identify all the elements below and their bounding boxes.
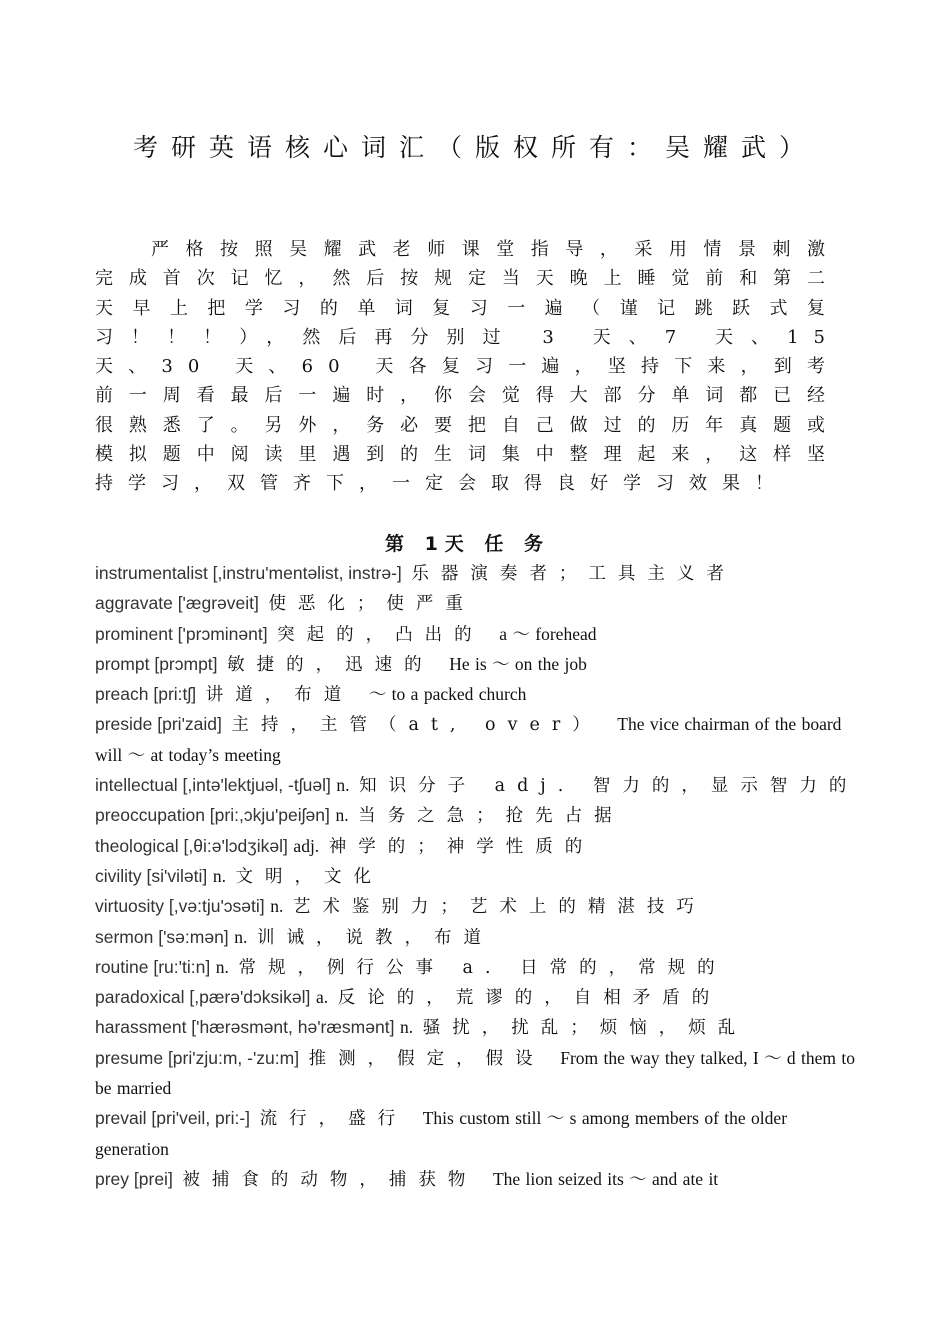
vocab-meaning: 使恶化；使严重 [268,594,475,615]
vocab-meaning: 当务之急；抢先占据 [358,806,624,827]
vocab-part-of-speech: n. [212,865,226,886]
vocab-entry [95,953,860,983]
vocab-meaning: 训诫，说教，布道 [256,927,493,948]
vocab-entry [95,801,860,831]
vocab-headword: paradoxical [,pærə'dɔksikəl] [95,987,311,1008]
vocab-part-of-speech: n. [215,956,229,977]
vocab-part-of-speech: n. [400,1017,414,1038]
vocab-entry [95,589,860,619]
vocab-headword: prey [prei] [95,1168,173,1189]
vocab-example: The lion seized its ～ and ate it [492,1168,719,1189]
vocab-meaning: 神学的；神学性质的 [328,836,595,857]
vocab-part-of-speech: n. [336,775,350,796]
vocab-headword: prominent ['prɔminənt] [95,623,268,644]
vocab-headword: intellectual [,intə'lektjuəl, -tʃuəl] [95,775,331,796]
vocab-headword: instrumentalist [,instru'mentəlist, instrə-] [95,563,402,583]
vocabulary-list [95,559,860,1195]
vocab-meaning: 流行，盛行 [259,1109,408,1130]
vocab-entry [95,892,860,922]
vocab-entry [95,862,860,892]
vocab-example: He is ～ on the job [449,653,587,674]
vocab-meaning: 骚扰，扰乱；烦恼，烦乱 [422,1018,748,1039]
vocab-headword: sermon ['sə:mən] [95,926,229,947]
vocab-entry [95,1044,860,1105]
vocab-entry [95,1165,860,1195]
vocab-entry [95,771,860,801]
vocab-meaning: 主持，主管（at, over） [231,715,602,736]
vocab-meaning: 讲道，布道 [205,685,354,706]
vocab-example: ～ to a packed church [368,684,527,705]
vocab-meaning: 被捕食的动物，捕获物 [182,1169,478,1190]
vocab-part-of-speech: n. [234,926,248,947]
vocab-headword: prompt [prɔmpt] [95,653,218,674]
vocab-part-of-speech: n. [335,805,349,826]
vocab-entry [95,620,860,650]
vocab-meaning: 知识分子 adj. 智力的，显示智力的 [359,776,859,797]
vocab-headword: prevail [pri'veil, pri:-] [95,1108,251,1129]
vocab-entry [95,680,860,710]
vocab-headword: civility [si'viləti] [95,865,208,886]
vocab-headword: presume [pri'zju:m, -'zu:m] [95,1047,300,1068]
vocab-entry [95,923,860,953]
document-title: 考研英语核心词汇（版权所有：吴耀武） [132,133,817,162]
vocab-entry [95,710,860,771]
vocab-entry [95,1013,860,1043]
day-heading: 第 1天 任 务 [384,533,551,555]
vocab-headword: preside [pri'zaid] [95,714,222,735]
intro-paragraph: 严格按照吴耀武老师课堂指导，采用情景刺激完成首次记忆，然后按规定当天晚上睡觉前和第二天早上把学习的单词复习一遍（谨记跳跃式复习！！！），然后再分别过 3 天、7 天、15 天、30 天、60 天各复习一遍，坚持下来，到考前一周看最后一遍时，你会觉得大部分单词都已经很熟悉了。另外，务必要把自己做过的历年真题或模拟题中阅读里遇到的生词集中整理起来，这样坚持学习，双管齐下，一定会取得良好学习效果！ [95,239,840,495]
vocab-entry [95,983,860,1013]
vocab-part-of-speech: adj. [293,835,320,856]
vocab-meaning: 敏捷的，迅速的 [227,654,434,675]
vocab-meaning: 常规，例行公事 a. 日常的，常规的 [238,957,727,978]
vocab-entry [95,559,860,589]
vocab-meaning: 乐器演奏者；工具主义者 [411,564,736,584]
vocab-example: From the way they talked, I ～ d them to be married [95,1047,856,1099]
vocab-meaning: 突起的，凸出的 [277,624,484,645]
vocab-meaning: 推测，假定，假设 [308,1048,545,1069]
vocab-example: The vice chairman of the board will ～ at today’s meeting [95,714,842,765]
vocab-example: This custom still ～ s among members of the older generation [95,1108,788,1159]
vocab-meaning: 反论的，荒谬的，自相矛盾的 [337,988,722,1009]
vocab-meaning: 艺术鉴别力；艺术上的精湛技巧 [292,897,706,918]
vocab-headword: routine [ru:'ti:n] [95,956,211,977]
vocab-headword: preoccupation [pri:,ɔkju'peiʃən] [95,805,330,826]
vocab-part-of-speech: n. [270,896,284,917]
vocab-headword: preach [pri:tʃ] [95,684,197,705]
vocab-headword: aggravate ['æɡrəveit] [95,593,259,614]
vocab-part-of-speech: a. [315,987,329,1008]
vocab-entry [95,650,860,680]
vocab-headword: virtuosity [,və:tju'ɔsəti] [95,896,265,917]
vocab-headword: harassment ['hærəsmənt, hə'ræsmənt] [95,1017,395,1038]
vocab-headword: theological [,θi:ə'lɔdʒikəl] [95,835,288,856]
vocab-entry [95,832,860,862]
vocab-example: a ～ forehead [499,623,597,644]
vocab-meaning: 文明，文化 [235,866,384,887]
vocab-entry [95,1104,860,1165]
